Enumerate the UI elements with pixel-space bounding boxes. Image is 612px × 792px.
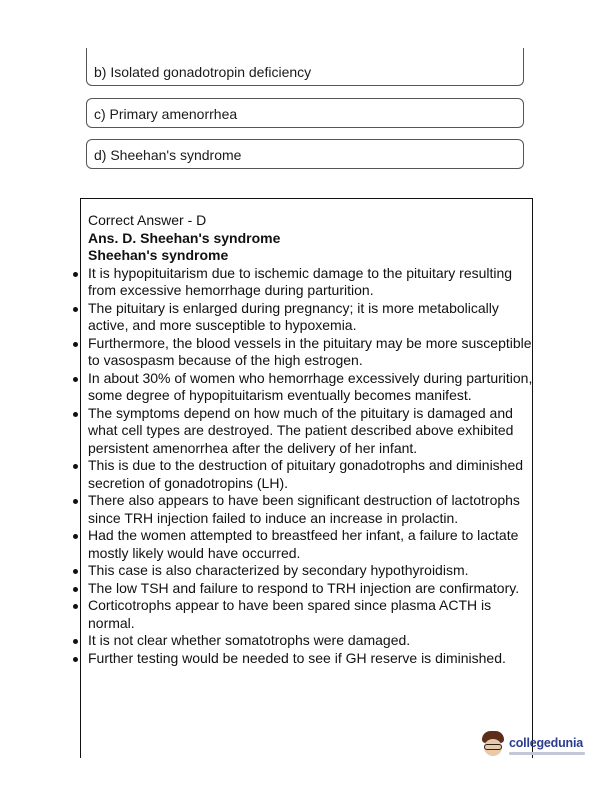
bullet-icon	[73, 464, 78, 469]
bullet-icon	[73, 412, 78, 417]
student-mascot-icon	[480, 731, 506, 759]
correct-answer-label: Correct Answer - D	[88, 212, 207, 228]
bullet-item: It is hypopituitarism due to ischemic damage to the pituitary resulting from excessive hemorrhage during parturition.	[88, 265, 533, 300]
bullet-item: There also appears to have been significant destruction of lactotrophs since TRH injection failed to induce an increase in prolactin.	[88, 492, 533, 527]
bullet-item: The low TSH and failure to respond to TRH injection are confirmatory.	[88, 580, 533, 598]
bullet-icon	[73, 534, 78, 539]
bullet-item: Further testing would be needed to see if GH reserve is diminished.	[88, 650, 533, 668]
bullet-item: In about 30% of women who hemorrhage excessively during parturition, some degree of hypopituitarism eventually becomes manifest.	[88, 370, 533, 405]
bullet-icon	[73, 499, 78, 504]
explanation-bullet-list	[88, 265, 533, 668]
bullet-icon	[73, 604, 78, 609]
bullet-icon	[73, 272, 78, 277]
option-b[interactable]	[86, 48, 524, 86]
bullet-item: Had the women attempted to breastfeed her infant, a failure to lactate mostly likely would have occurred.	[88, 527, 533, 562]
bullet-icon	[73, 342, 78, 347]
bullet-item: This case is also characterized by secondary hypothyroidism.	[88, 562, 533, 580]
logo-name: collegedunia	[509, 735, 584, 750]
bullet-icon	[73, 569, 78, 574]
bullet-icon	[73, 377, 78, 382]
bullet-icon	[73, 307, 78, 312]
answer-subheading: Sheehan's syndrome	[88, 247, 229, 263]
bullet-icon	[73, 639, 78, 644]
bullet-icon	[73, 587, 78, 592]
logo-tagline	[509, 752, 585, 755]
option-c[interactable]	[86, 98, 524, 128]
option-d-label: d) Sheehan's syndrome	[94, 147, 242, 163]
answer-heading: Ans. D. Sheehan's syndrome	[88, 229, 281, 246]
bullet-item: The symptoms depend on how much of the pituitary is damaged and what cell types are destroyed. The patient described above exhibited persistent amenorrhea after the delivery of her infant.	[88, 405, 533, 458]
bullet-item: The pituitary is enlarged during pregnancy; it is more metabolically active, and more susceptible to hypoxemia.	[88, 300, 533, 335]
collegedunia-logo	[480, 728, 590, 762]
bullet-item: This is due to the destruction of pituitary gonadotrophs and diminished secretion of gonadotropins (LH).	[88, 457, 533, 492]
option-c-label: c) Primary amenorrhea	[94, 106, 238, 122]
option-d[interactable]	[86, 139, 524, 169]
bullet-item: Furthermore, the blood vessels in the pituitary may be more susceptible to vasospasm because of the high estrogen.	[88, 335, 533, 370]
answer-explanation	[88, 212, 533, 667]
bullet-icon	[73, 657, 78, 662]
option-b-label: b) Isolated gonadotropin deficiency	[94, 64, 312, 80]
bullet-item: Corticotrophs appear to have been spared since plasma ACTH is normal.	[88, 597, 533, 632]
bullet-item: It is not clear whether somatotrophs were damaged.	[88, 632, 533, 650]
